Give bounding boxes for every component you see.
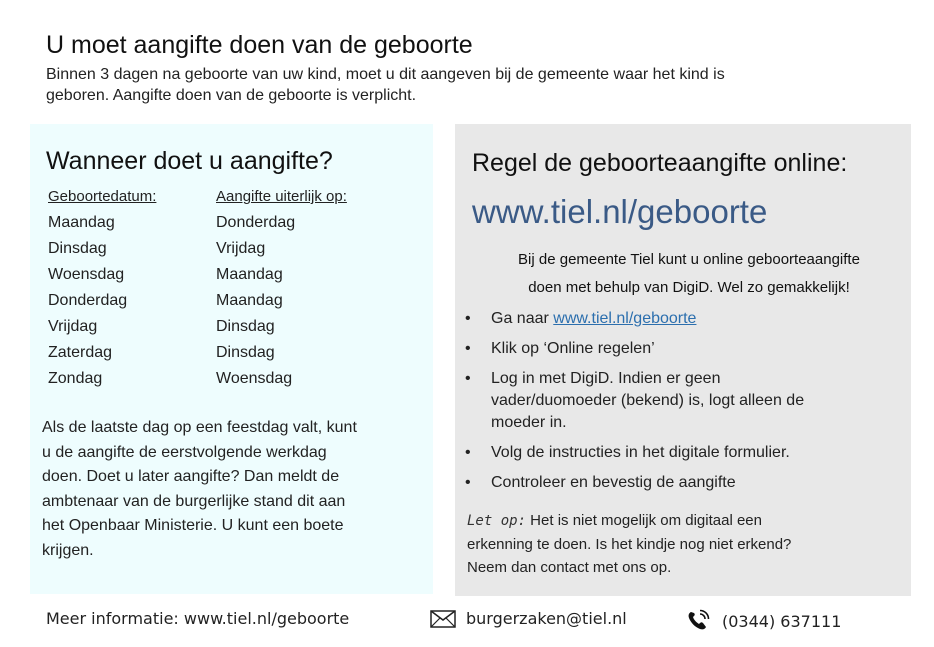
note-line: u de aangifte de eerstvolgende werkdag	[42, 443, 327, 461]
list-item	[465, 442, 885, 464]
column-header-birthdate: Geboortedatum:	[48, 188, 157, 205]
bullet-icon: •	[465, 340, 471, 357]
more-info: Meer informatie: www.tiel.nl/geboorte	[46, 609, 350, 628]
step-text: moeder in.	[491, 414, 567, 431]
online-heading: Regel de geboorteaangifte online:	[472, 149, 848, 177]
let-op-note	[467, 509, 897, 579]
intro-line-2: geboren. Aangifte doen van de geboorte is verplicht.	[46, 87, 417, 104]
deadline-day: Dinsdag	[216, 318, 275, 335]
holiday-note	[42, 416, 420, 563]
online-intro-line-2: doen met behulp van DigiD. Wel zo gemakkelijk!	[528, 279, 850, 296]
deadline-day: Donderdag	[216, 214, 296, 231]
note-line: het Openbaar Ministerie. U kunt een boete	[42, 517, 344, 534]
phone-contact[interactable]	[686, 609, 841, 633]
deadline-heading: Wanneer doet u aangifte?	[46, 147, 333, 175]
bullet-icon: •	[465, 444, 471, 461]
table-row	[48, 366, 347, 392]
birth-day: Woensdag	[48, 266, 125, 283]
deadline-day: Maandag	[216, 266, 283, 283]
birth-day: Dinsdag	[48, 240, 107, 257]
deadline-table	[48, 186, 347, 392]
let-op-text: Het is niet mogelijk om digitaal een	[526, 512, 762, 529]
column-header-deadline: Aangifte uiterlijk op:	[216, 188, 347, 205]
deadline-day: Dinsdag	[216, 344, 275, 361]
bullet-icon: •	[465, 310, 471, 327]
table-row	[48, 288, 347, 314]
birth-day: Vrijdag	[48, 318, 98, 335]
deadline-day: Vrijdag	[216, 240, 266, 257]
birth-day: Zondag	[48, 370, 103, 387]
envelope-icon	[430, 610, 456, 628]
step-text: vader/duomoeder (bekend) is, logt alleen de	[491, 392, 805, 409]
let-op-text: Neem dan contact met ons op.	[467, 559, 672, 576]
bullet-icon: •	[465, 474, 471, 491]
birth-day: Donderdag	[48, 292, 128, 309]
bullet-icon: •	[465, 370, 471, 387]
step-text: Volg de instructies in het digitale formulier.	[491, 444, 790, 461]
list-item	[465, 338, 885, 360]
step-text: Klik op ‘Online regelen’	[491, 340, 655, 357]
online-intro	[473, 246, 905, 302]
page-title: U moet aangifte doen van de geboorte	[46, 31, 473, 59]
steps-list	[465, 308, 885, 502]
deadline-table-header	[48, 186, 347, 210]
note-line: Als de laatste dag op een feestdag valt, kunt	[42, 419, 357, 436]
list-item	[465, 472, 885, 494]
deadline-day: Woensdag	[216, 370, 293, 387]
let-op-text: erkenning te doen. Is het kindje nog niet erkend?	[467, 536, 792, 553]
intro-line-1: Binnen 3 dagen na geboorte van uw kind, moet u dit aangeven bij de gemeente waar het kind is	[46, 66, 725, 83]
geboorte-link[interactable]: www.tiel.nl/geboorte	[553, 310, 697, 327]
online-intro-line-1: Bij de gemeente Tiel kunt u online geboorteaangifte	[518, 251, 860, 268]
page-header	[46, 30, 906, 106]
table-row	[48, 236, 347, 262]
table-row	[48, 340, 347, 366]
birth-day: Zaterdag	[48, 344, 113, 361]
contact-footer	[46, 606, 906, 634]
email-contact[interactable]	[430, 609, 627, 628]
phone-icon	[686, 609, 712, 633]
list-item	[465, 368, 885, 434]
note-line: ambtenaar van de burgerlijke stand dit aan	[42, 492, 346, 510]
table-row	[48, 262, 347, 288]
step-text: Ga naar	[491, 310, 554, 327]
phone-number[interactable]: (0344) 637111	[722, 611, 842, 631]
list-item	[465, 308, 885, 330]
step-text: Log in met DigiD. Indien er geen	[491, 370, 721, 387]
intro-text	[46, 64, 906, 106]
table-row	[48, 314, 347, 340]
deadline-panel	[30, 124, 433, 594]
step-text: Controleer en bevestig de aangifte	[491, 474, 736, 491]
email-address[interactable]: burgerzaken@tiel.nl	[466, 609, 627, 628]
geboorte-url[interactable]: www.tiel.nl/geboorte	[472, 193, 768, 230]
deadline-day: Maandag	[216, 292, 283, 309]
note-line: doen. Doet u later aangifte? Dan meldt de	[42, 468, 340, 485]
note-line: krijgen.	[42, 541, 94, 559]
birth-day: Maandag	[48, 214, 115, 231]
let-op-label: Let op:	[467, 513, 527, 529]
table-row	[48, 210, 347, 236]
online-panel	[455, 124, 911, 596]
